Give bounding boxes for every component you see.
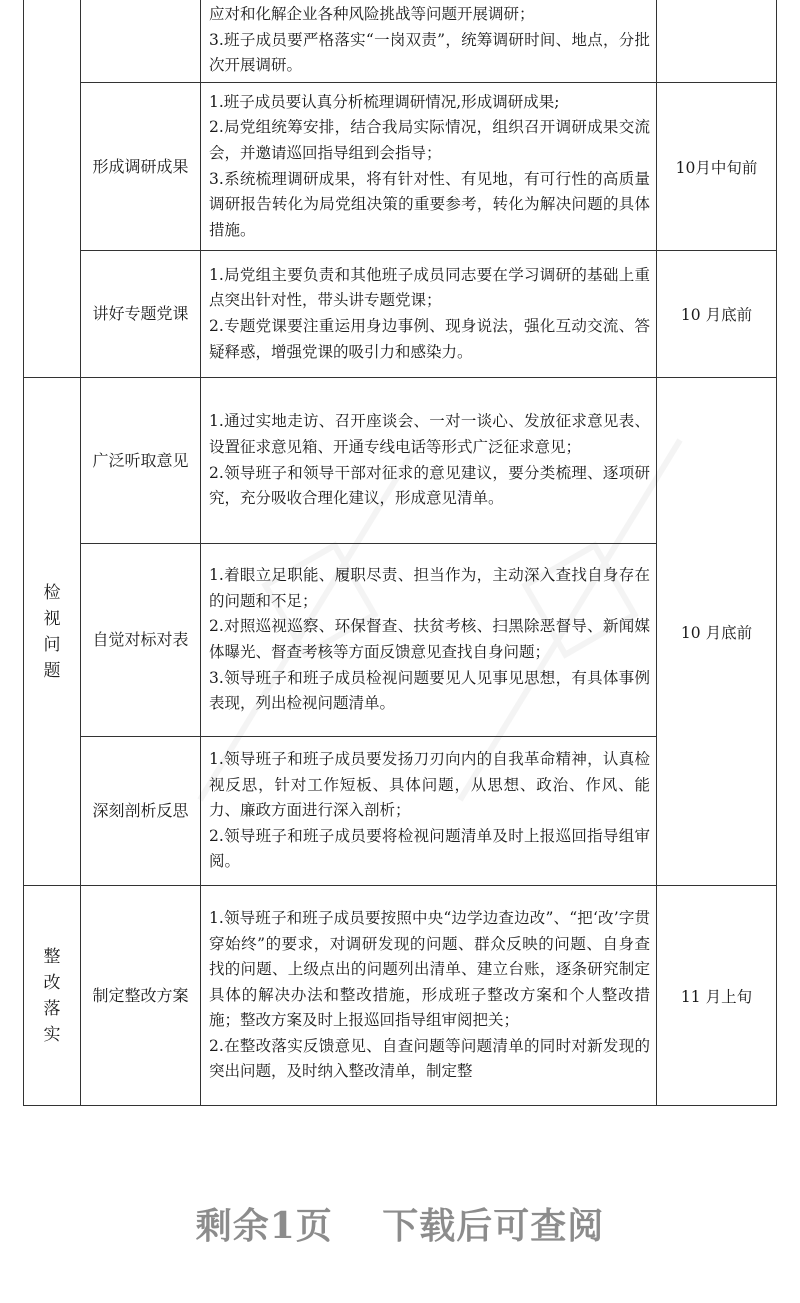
list-item: 2.对照巡视巡察、环保督查、扶贫考核、扫黑除恶督导、新闻媒体曝光、督查考核等方面反馈意见查找自身问题；	[209, 617, 650, 661]
list-item: 2.在整改落实反馈意见、自查问题等问题清单的同时对新发现的突出问题，及时纳入整改清单，制定整	[209, 1036, 650, 1081]
time-cell: 10 月底前	[657, 378, 777, 886]
list-item: 1.局党组主要负责和其他班子成员同志要在学习调研的基础上重点突出针对性，带头讲专题党课；	[209, 265, 650, 310]
content-cell	[201, 0, 657, 83]
phase-cell	[24, 0, 81, 378]
list-item: 3.系统梳理调研成果，将有针对性、有见地，有可行性的高质量调研报告转化为局党组决策的重要参考，转化为解决问题的具体措施。	[209, 169, 650, 239]
list-item: 2.领导班子和领导干部对征求的意见建议，要分类梳理、逐项研究，充分吸收合理化建议，形成意见清单。	[209, 463, 650, 508]
content-cell	[201, 886, 657, 1106]
phase-label: 整改落实	[43, 946, 61, 1045]
phase-cell	[24, 378, 81, 886]
list-item: 1.班子成员要认真分析梳理调研情况,形成调研成果;	[209, 92, 560, 111]
time-cell: 10月中旬前	[657, 83, 777, 251]
step-cell: 制定整改方案	[81, 886, 201, 1106]
list-item: 2.专题党课要注重运用身边事例、现身说法，强化互动交流、答疑释惑，增强党课的吸引力和感染力。	[209, 317, 650, 361]
list-item: 3.班子成员要严格落实“一岗双责”，统筹调研时间、地点，分批次开展调研。	[209, 30, 650, 75]
step-cell: 广泛听取意见	[81, 378, 201, 544]
content-cell	[201, 737, 657, 886]
step-cell: 深刻剖析反思	[81, 737, 201, 886]
table-row	[24, 83, 777, 251]
list-item: 应对和化解企业各种风险挑战等问题开展调研；	[209, 5, 535, 24]
content-cell	[201, 544, 657, 737]
step-cell: 讲好专题党课	[81, 251, 201, 378]
content-cell	[201, 83, 657, 251]
remaining-pages-text: 剩余1页	[195, 1205, 333, 1247]
list-item: 1.领导班子和班子成员要发扬刀刃向内的自我革命精神，认真检视反思，针对工作短板、具体问题，从思想、政治、作风、能力、廉政方面进行深入剖析；	[209, 750, 650, 820]
step-cell	[81, 0, 201, 83]
time-cell: 10 月底前	[657, 251, 777, 378]
list-item: 1.着眼立足职能、履职尽责、担当作为，主动深入查找自身存在的问题和不足；	[209, 566, 650, 610]
download-prompt[interactable]	[0, 1198, 800, 1249]
list-item: 2.领导班子和班子成员要将检视问题清单及时上报巡回指导组审阅。	[209, 826, 650, 871]
table-row	[24, 886, 777, 1106]
phase-label: 检视问题	[43, 582, 61, 681]
table-row	[24, 251, 777, 378]
step-cell: 形成调研成果	[81, 83, 201, 251]
content-cell	[201, 251, 657, 378]
time-cell: 11 月上旬	[657, 886, 777, 1106]
content-cell	[201, 378, 657, 544]
list-item: 2.局党组统筹安排，结合我局实际情况，组织召开调研成果交流会，并邀请巡回指导组到会指导；	[209, 118, 650, 162]
phase-cell	[24, 886, 81, 1106]
list-item: 3.领导班子和班子成员检视问题要见人见事见思想，有具体事例表现，列出检视问题清单。	[209, 668, 650, 713]
time-cell	[657, 0, 777, 83]
list-item: 1.领导班子和班子成员要按照中央“边学边查边改”、“把‘改’字贯穿始终”的要求，对调研发现的问题、群众反映的问题、自身查找的问题、上级点出的问题列出清单、建立台账，逐条研究制定具体的解决办法和整改措施，形成班子整改方案和个人整改措施；整改方案及时上报巡回指导组审阅把关；	[209, 908, 650, 1030]
table-row	[24, 378, 777, 544]
table-row	[24, 0, 777, 83]
download-to-view-text: 下载后可查阅	[382, 1205, 605, 1247]
list-item: 1.通过实地走访、召开座谈会、一对一谈心、发放征求意见表、设置征求意见箱、开通专线电话等形式广泛征求意见；	[209, 412, 650, 456]
work-plan-table	[23, 0, 777, 1106]
step-cell: 自觉对标对表	[81, 544, 201, 737]
